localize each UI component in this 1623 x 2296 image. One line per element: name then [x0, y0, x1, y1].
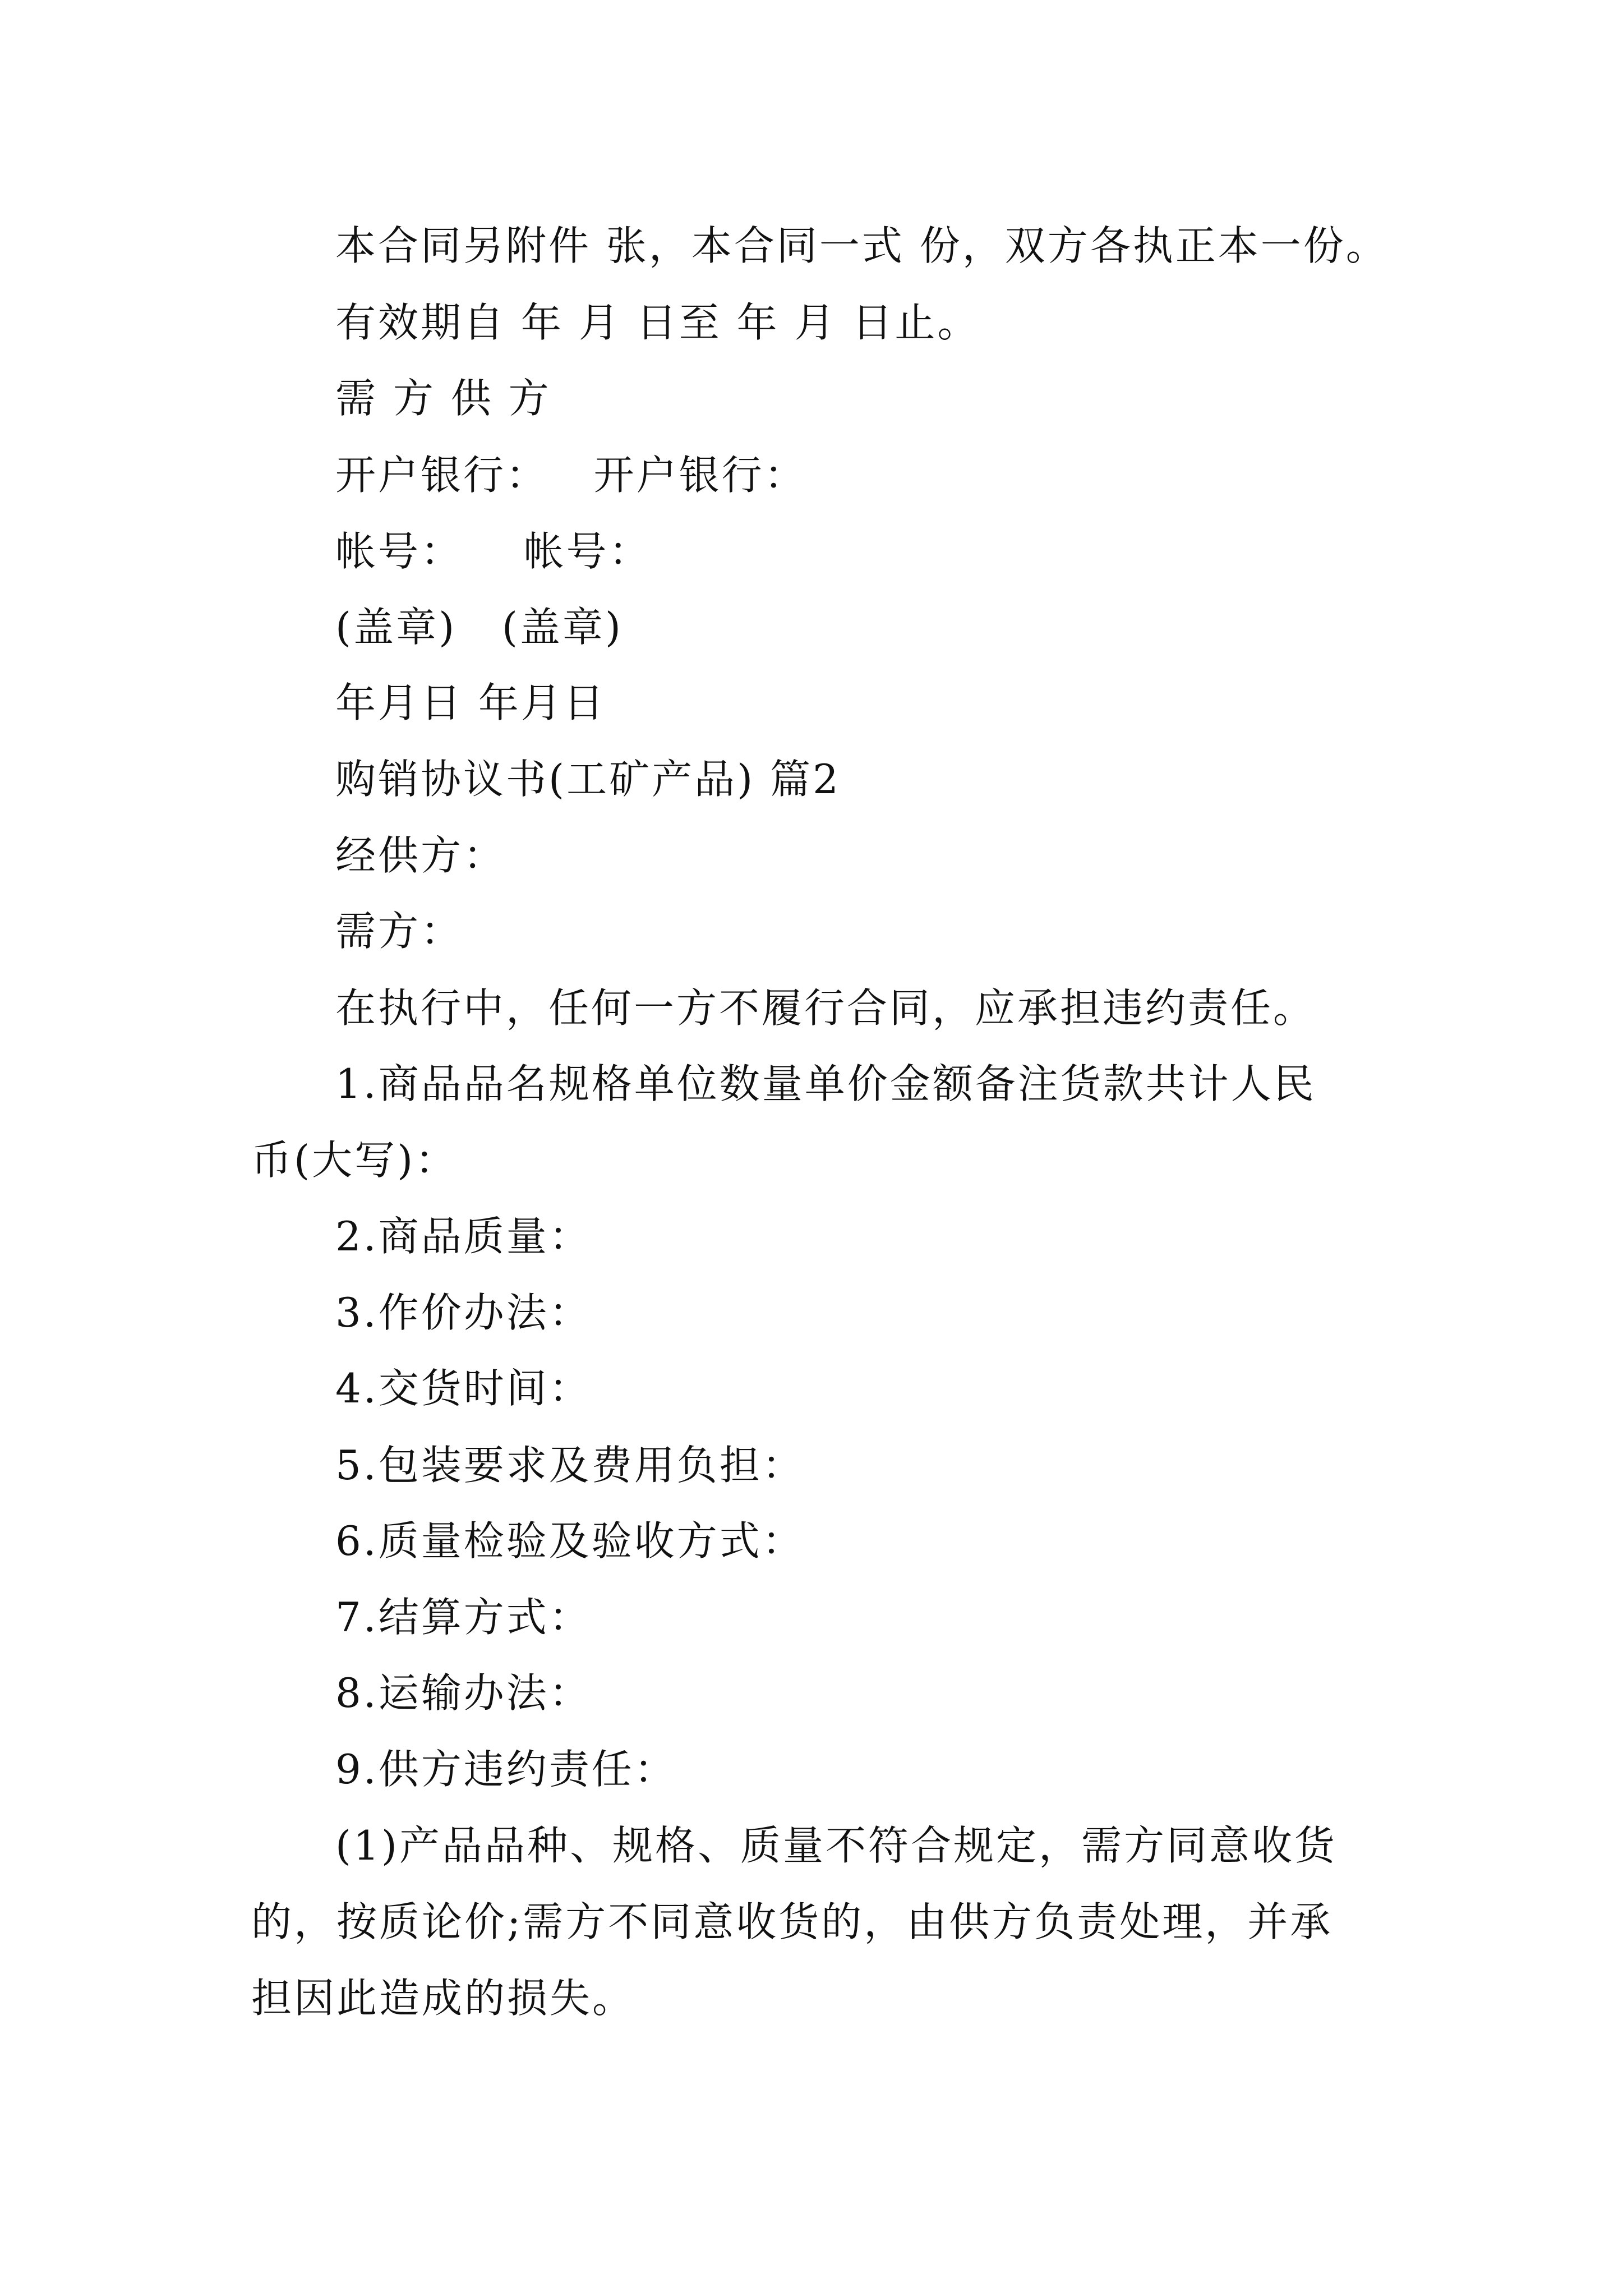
- item-8-line: 8.运输办法：: [335, 1669, 592, 1717]
- validity-period-line: 有效期自 年 月 日至 年 月 日止。: [335, 299, 980, 346]
- bank-line: 开户银行： 开户银行：: [335, 452, 807, 499]
- section-title: 购销协议书(工矿产品) 篇2: [335, 756, 841, 803]
- item-5-line: 5.包装要求及费用负担：: [335, 1442, 805, 1489]
- attachment-copies-line: 本合同另附件 张，本合同一式 份，双方各执正本一份。: [335, 222, 1389, 269]
- item-1-continuation: 币(大写)：: [251, 1137, 458, 1184]
- item-4-line: 4.交货时间：: [335, 1365, 592, 1412]
- supplier-line: 经供方：: [335, 832, 506, 879]
- clause-1-continuation-1: 的，按质论价;需方不同意收货的，由供方负责处理，并承: [251, 1898, 1333, 1945]
- liability-intro-line: 在执行中，任何一方不履行合同，应承担违约责任。: [335, 984, 1316, 1032]
- clause-1-line: (1)产品品种、规格、质量不符合规定，需方同意收货: [335, 1822, 1337, 1869]
- seal-line: (盖章) (盖章): [335, 604, 624, 651]
- item-1-line: 1.商品品名规格单位数量单价金额备注货款共计人民: [335, 1060, 1316, 1107]
- date-line: 年月日 年月日: [335, 679, 606, 726]
- account-line: 帐号： 帐号：: [335, 528, 652, 575]
- buyer-line: 需方：: [335, 908, 464, 955]
- clause-1-continuation-2: 担因此造成的损失。: [251, 1975, 635, 2022]
- parties-heading-line: 需 方 供 方: [335, 375, 551, 422]
- item-9-line: 9.供方违约责任：: [335, 1746, 677, 1793]
- item-2-line: 2.商品质量：: [335, 1213, 592, 1260]
- item-6-line: 6.质量检验及验收方式：: [335, 1517, 805, 1565]
- item-7-line: 7.结算方式：: [335, 1594, 592, 1641]
- item-3-line: 3.作价办法：: [335, 1289, 592, 1336]
